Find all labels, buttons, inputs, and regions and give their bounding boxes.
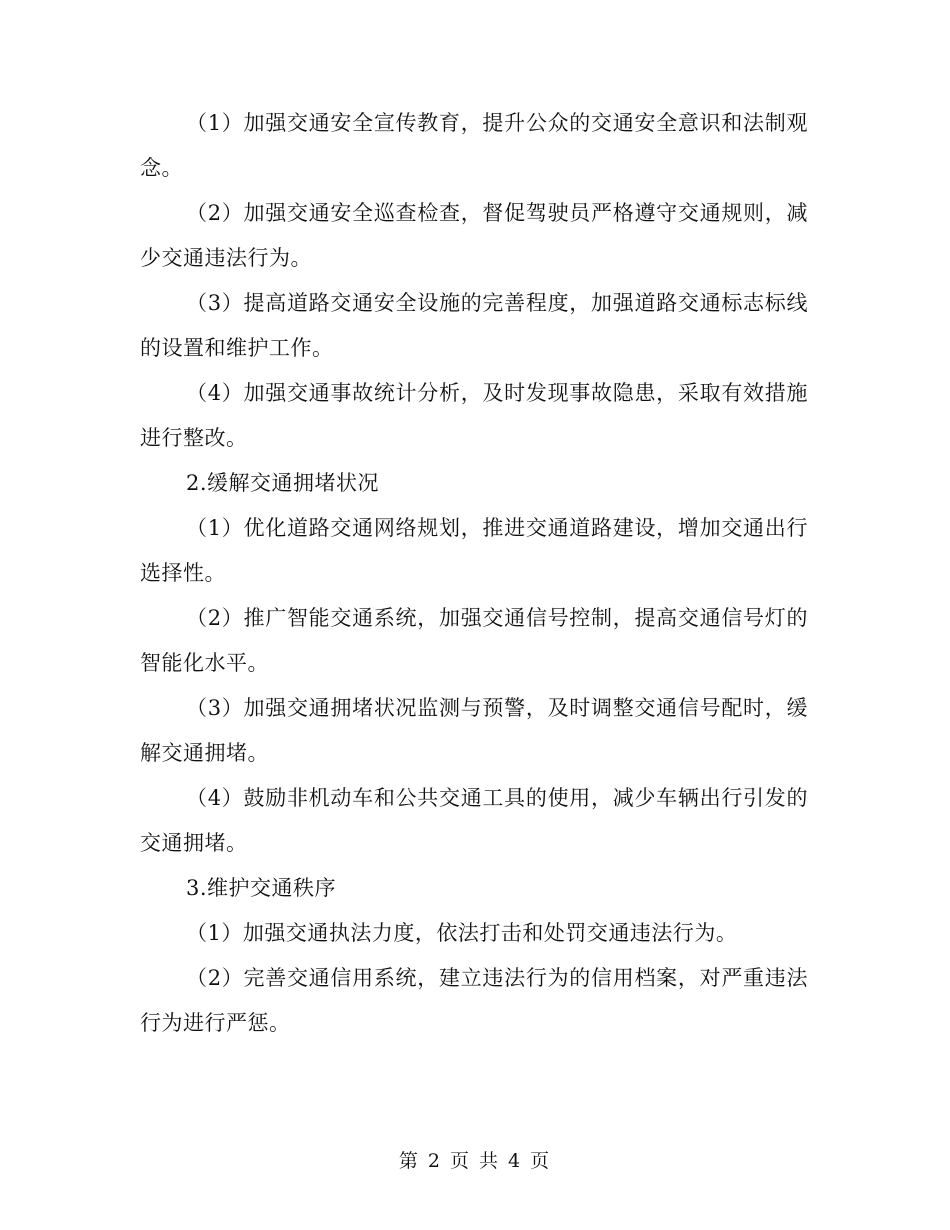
- paragraph-item: （1）优化道路交通网络规划，推进交通道路建设，增加交通出行选择性。: [140, 516, 808, 585]
- page-number: 第 2 页 共 4 页: [398, 1150, 552, 1172]
- paragraph-item: （1）加强交通安全宣传教育，提升公众的交通安全意识和法制观念。: [140, 111, 808, 180]
- paragraph-item: （3）提高道路交通安全设施的完善程度，加强道路交通标志标线的设置和维护工作。: [140, 291, 808, 360]
- document-body: [140, 101, 808, 1046]
- paragraph-item: （2）推广智能交通系统，加强交通信号控制，提高交通信号灯的智能化水平。: [140, 606, 808, 675]
- section-heading: 2.缓解交通拥堵状况: [186, 471, 380, 495]
- paragraph-item: （3）加强交通拥堵状况监测与预警，及时调整交通信号配时，缓解交通拥堵。: [140, 696, 808, 765]
- paragraph-item: （4）鼓励非机动车和公共交通工具的使用，减少车辆出行引发的交通拥堵。: [140, 786, 808, 855]
- paragraph-item: （2）完善交通信用系统，建立违法行为的信用档案，对严重违法行为进行严惩。: [140, 966, 808, 1035]
- paragraph-item: （4）加强交通事故统计分析，及时发现事故隐患，采取有效措施进行整改。: [140, 381, 808, 450]
- paragraph-item: （1）加强交通执法力度，依法打击和处罚交通违法行为。: [186, 921, 738, 945]
- section-heading: 3.维护交通秩序: [186, 876, 337, 900]
- paragraph-item: （2）加强交通安全巡查检查，督促驾驶员严格遵守交通规则，减少交通违法行为。: [140, 201, 808, 270]
